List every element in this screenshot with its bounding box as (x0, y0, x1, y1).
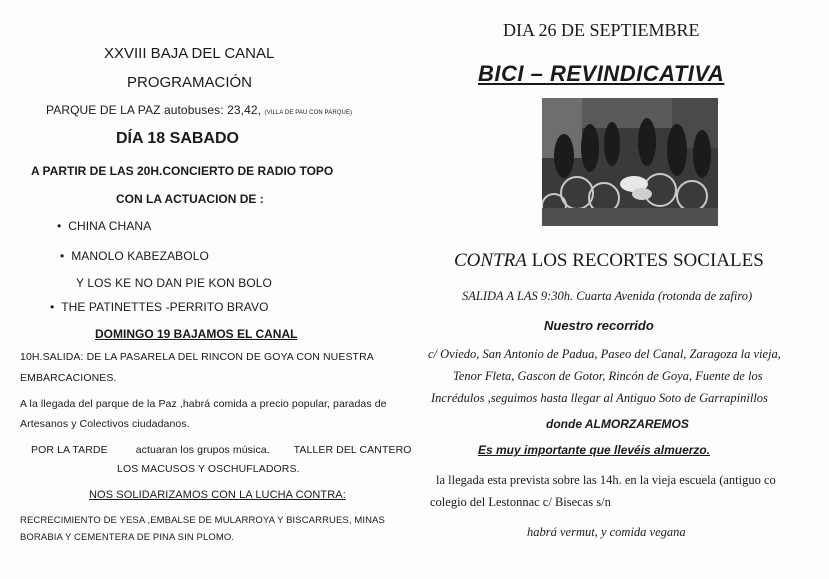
important-note: Es muy importante que llevéis almuerzo. (478, 443, 711, 457)
afternoon-groups: actuaran los grupos música. (135, 444, 270, 456)
band-list-item (60, 249, 209, 263)
performance-intro: CON LA ACTUACION DE : (116, 192, 264, 206)
bullet: • (50, 300, 55, 314)
salida-line-2: EMBARCACIONES. (20, 372, 117, 384)
location-text: PARQUE DE LA PAZ autobuses: 23,42, (46, 103, 262, 117)
cyclists-photo (542, 98, 718, 226)
band-name: CHINA CHANA (68, 219, 152, 233)
lunch-word: ALMORZAREMOS (584, 417, 689, 431)
closing-line: habrá vermut, y comida vegana (527, 525, 686, 539)
arrival-line-2: colegio del Lestonnac c/ Bisecas s/n (430, 495, 611, 509)
arrival-line-1: la llegada esta prevista sobre las 14h. en la vieja escuela (antiguo co (436, 473, 776, 487)
causes-line-2: BORABIA Y CEMENTERA DE PINA SIN PLOMO. (20, 532, 235, 543)
cyclists-icon (542, 98, 718, 226)
band-name: MANOLO KABEZABOLO (71, 249, 209, 263)
afternoon-line-2: LOS MACUSOS Y OSCHUFLADORS. (117, 463, 300, 475)
afternoon-label: POR LA TARDE (31, 444, 108, 456)
route-line-1: c/ Oviedo, San Antonio de Padua, Paseo del Canal, Zaragoza la vieja, (428, 347, 781, 361)
concert-line: A PARTIR DE LAS 20H.CONCIERTO DE RADIO TOPO (31, 164, 334, 178)
salida-line-1: 10H.SALIDA: DE LA PASARELA DEL RINCON DE GOYA CON NUESTRA (20, 351, 374, 363)
contra-rest: LOS RECORTES SOCIALES (526, 250, 764, 271)
route-title: Nuestro recorrido (544, 318, 654, 333)
causes-line-1: RECRECIMIENTO DE YESA ,EMBALSE DE MULARROYA Y BISCARRUES, MINAS (20, 515, 385, 526)
contra-word: CONTRA (454, 250, 527, 271)
route-line-2: Tenor Fleta, Gascon de Gotor, Rincón de Goya, Fuente de los (453, 369, 763, 383)
band-name: Y LOS KE NO DAN PIE KON BOLO (76, 276, 272, 290)
band-list-item (57, 219, 151, 233)
location-line (46, 103, 352, 117)
bullet: • (57, 219, 62, 233)
day-19-heading: DOMINGO 19 BAJAMOS EL CANAL (95, 327, 298, 341)
solidarity-heading: NOS SOLIDARIZAMOS CON LA LUCHA CONTRA: (89, 489, 346, 501)
contra-heading (454, 250, 764, 272)
route-line-3: Incrédulos ,seguimos hasta llegar al Antiguo Soto de Garrapinillos (431, 391, 768, 405)
event-title: XXVIII BAJA DEL CANAL (104, 45, 275, 62)
band-list-item (50, 300, 269, 314)
day-18-heading: DÍA 18 SABADO (116, 130, 239, 147)
arrival-line-2: Artesanos y Colectivos ciudadanos. (20, 418, 190, 430)
band-name: THE PATINETTES -PERRITO BRAVO (61, 300, 269, 314)
lunch-line (546, 417, 689, 431)
programacion-heading: PROGRAMACIÓN (127, 74, 253, 91)
location-note: (VILLA DE PAU CON PARQUE) (264, 110, 353, 116)
band-list-item (76, 276, 272, 290)
lunch-prefix: donde (546, 417, 585, 431)
bullet: • (60, 249, 65, 263)
arrival-line-1: A la llegada del parque de la Paz ,habrá comida a precio popular, paradas de (20, 398, 387, 410)
event-date: DIA 26 DE SEPTIEMBRE (503, 20, 700, 40)
departure-line: SALIDA A LAS 9:30h. Cuarta Avenida (rotonda de zafiro) (462, 289, 753, 303)
headline: BICI – REVINDICATIVA (478, 61, 725, 86)
afternoon-workshop: TALLER DEL CANTERO (293, 444, 412, 456)
afternoon-line-1 (31, 444, 412, 456)
